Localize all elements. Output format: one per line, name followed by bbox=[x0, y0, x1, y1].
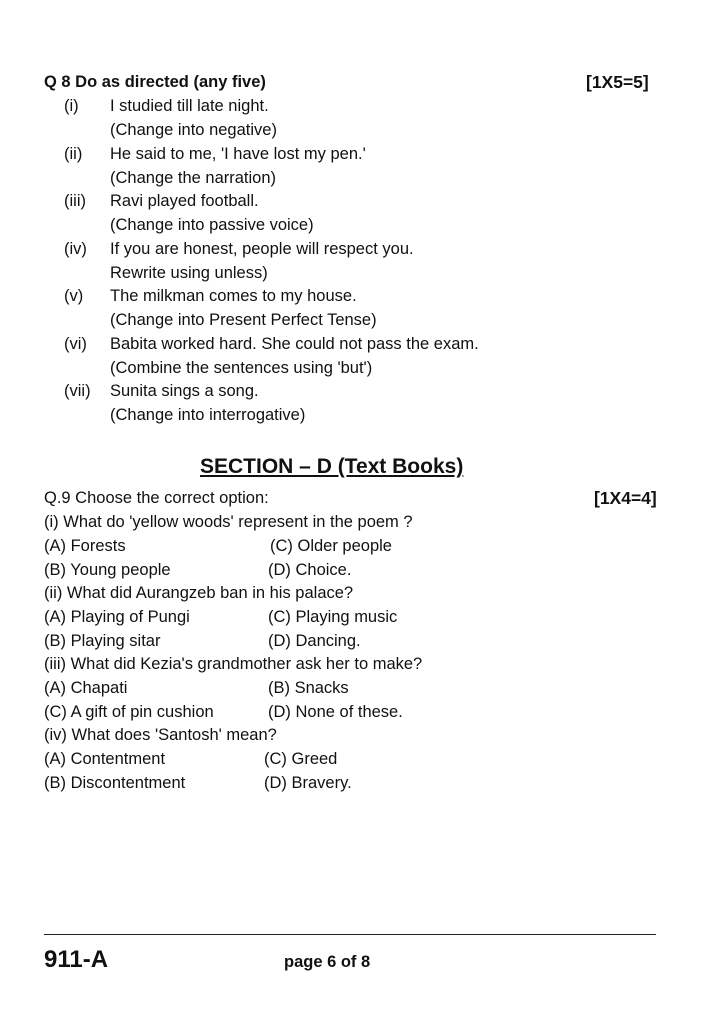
q9-heading: Q.9 Choose the correct option: bbox=[44, 489, 269, 507]
mcq-option: (A) Chapati bbox=[44, 679, 128, 697]
mcq-question-text: (iv) What does 'Santosh' mean? bbox=[44, 726, 277, 744]
q8-item-instruction: (Change into interrogative) bbox=[110, 406, 306, 424]
q8-item-sentence: He said to me, 'I have lost my pen.' bbox=[110, 145, 366, 163]
mcq-option: (D) Dancing. bbox=[268, 632, 361, 650]
q9-marks: [1X4=4] bbox=[594, 488, 657, 508]
q8-item-instruction: (Change the narration) bbox=[110, 169, 277, 187]
mcq-option: (B) Discontentment bbox=[44, 774, 186, 792]
mcq-question-text: (iii) What did Kezia's grandmother ask her to make? bbox=[44, 655, 423, 673]
q8-item-number: (vi) bbox=[64, 335, 87, 353]
q8-heading: Q 8 Do as directed (any five) bbox=[44, 73, 266, 91]
q8-item-instruction: (Change into negative) bbox=[110, 121, 277, 139]
paper-code: 911-A bbox=[44, 946, 109, 973]
q8-item-number: (vii) bbox=[64, 382, 91, 400]
q8-item-sentence: If you are honest, people will respect you. bbox=[110, 240, 414, 258]
mcq-question-text: (i) What do 'yellow woods' represent in the poem ? bbox=[44, 513, 413, 531]
q8-item-instruction: (Change into Present Perfect Tense) bbox=[110, 311, 377, 329]
mcq-option: (C) Greed bbox=[264, 750, 338, 768]
mcq-option: (D) None of these. bbox=[268, 703, 403, 721]
q8-item-instruction: (Change into passive voice) bbox=[110, 216, 314, 234]
q8-item-sentence: Babita worked hard. She could not pass the exam. bbox=[110, 335, 479, 353]
mcq-option: (B) Playing sitar bbox=[44, 632, 161, 650]
q8-item-number: (ii) bbox=[64, 145, 83, 163]
mcq-option: (B) Snacks bbox=[268, 679, 349, 697]
q8-item-number: (v) bbox=[64, 287, 84, 305]
q8-item-instruction: Rewrite using unless) bbox=[110, 264, 268, 282]
mcq-option: (A) Forests bbox=[44, 537, 126, 555]
mcq-option: (D) Bravery. bbox=[264, 774, 352, 792]
q8-item-sentence: The milkman comes to my house. bbox=[110, 287, 357, 305]
mcq-question-text: (ii) What did Aurangzeb ban in his palace? bbox=[44, 584, 354, 602]
q8-item-sentence: Ravi played football. bbox=[110, 192, 259, 210]
section-title: SECTION – D (Text Books) bbox=[200, 455, 464, 478]
q8-item-number: (i) bbox=[64, 97, 79, 115]
mcq-option: (C) A gift of pin cushion bbox=[44, 703, 214, 721]
page-number: page 6 of 8 bbox=[284, 953, 371, 971]
mcq-option: (A) Playing of Pungi bbox=[44, 608, 190, 626]
mcq-option: (B) Young people bbox=[44, 561, 171, 579]
q8-item-number: (iii) bbox=[64, 192, 86, 210]
mcq-option: (A) Contentment bbox=[44, 750, 166, 768]
mcq-option: (D) Choice. bbox=[268, 561, 352, 579]
footer-rule bbox=[44, 934, 656, 935]
q8-item-instruction: (Combine the sentences using 'but') bbox=[110, 359, 373, 377]
q8-marks: [1X5=5] bbox=[586, 72, 649, 92]
q8-item-number: (iv) bbox=[64, 240, 87, 258]
mcq-option: (C) Playing music bbox=[268, 608, 398, 626]
q8-item-sentence: Sunita sings a song. bbox=[110, 382, 259, 400]
mcq-option: (C) Older people bbox=[270, 537, 392, 555]
q8-item-sentence: I studied till late night. bbox=[110, 97, 269, 115]
